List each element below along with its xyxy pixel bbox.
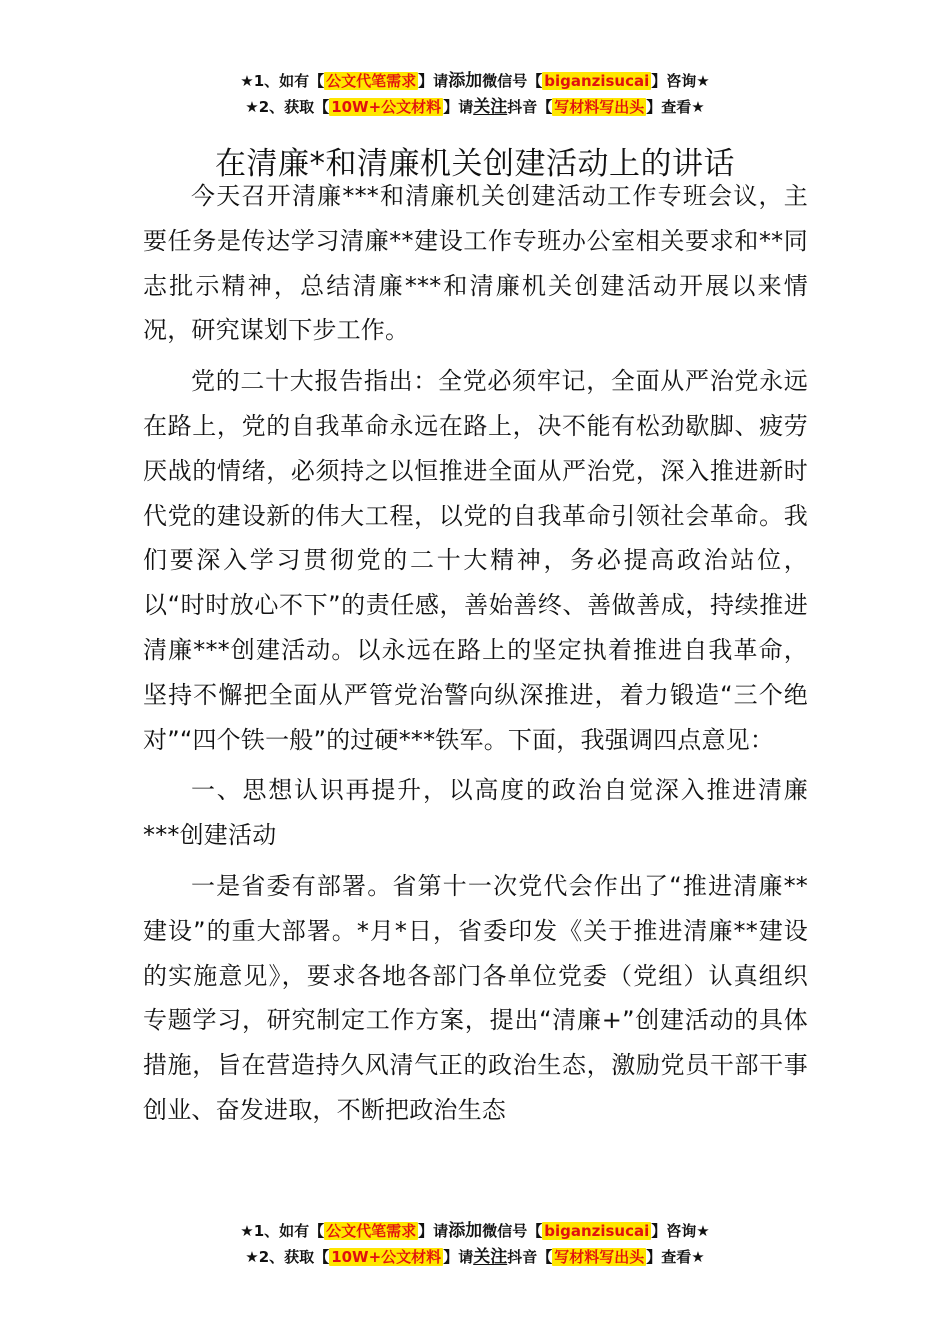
highlight-tag: 写材料写出头 <box>554 1248 645 1266</box>
emphasis-text: 关注 <box>473 1247 508 1267</box>
banner-text: 抖音【 <box>507 98 553 116</box>
banner-line-1 <box>0 68 950 94</box>
highlight-tag: 写材料写出头 <box>554 98 645 116</box>
paragraph-report: 党的二十大报告指出：全党必须牢记，全面从严治党永远在路上，党的自我革命永远在路上，决不能有松劲歇脚、疲劳厌战的情绪，必须持之以恒推进全面从严治党，深入推进新时代党的建设新的伟大工程，以党的自我革命引领社会革命。我们要深入学习贯彻党的二十大精神，务必提高政治站位，以“时时放心不下”的责任感，善始善终、善做善成，持续推进清廉***创建活动。以永远在路上的坚定执着推进自我革命，坚持不懈把全面从严管党治警向纵深推进，着力锻造“三个绝对”“四个铁一般”的过硬***铁军。下面，我强调四点意见： <box>143 367 808 754</box>
banner-text: 】请 <box>418 72 449 90</box>
emphasis-text: 添加 <box>448 1221 483 1241</box>
section-heading-1: 一、思想认识再提升，以高度的政治自觉深入推进清廉***创建活动 <box>143 776 808 850</box>
paragraph-deployment: 一是省委有部署。省第十一次党代会作出了“推进清廉**建设”的重大部署。*月*日，省委印发《关于推进清廉**建设的实施意见》，要求各地各部门各单位党委（党组）认真组织专题学习，研究制定工作方案，提出“清廉+”创建活动的具体措施，旨在营造持久风清气正的政治生态，激励党员干部干事创业、奋发进取，不断把政治生态 <box>143 871 808 1124</box>
highlight-tag: 公文代笔需求 <box>326 72 417 90</box>
document-title: 在清廉*和清廉机关创建活动上的讲话 <box>215 145 735 182</box>
banner-text: ★2、获取【 <box>245 1248 330 1266</box>
banner-text: 微信号【 <box>482 72 543 90</box>
banner-line-2 <box>0 1244 950 1270</box>
banner-text: ★1、如有【 <box>240 1222 325 1240</box>
banner-text: 】咨询★ <box>651 1222 710 1240</box>
document-body <box>143 174 808 1139</box>
banner-line-1 <box>0 1218 950 1244</box>
highlight-tag: biganzisucai <box>544 72 650 90</box>
header-banner <box>0 68 950 120</box>
paragraph-intro: 今天召开清廉***和清廉机关创建活动工作专班会议，主要任务是传达学习清廉**建设工作专班办公室相关要求和**同志批示精神，总结清廉***和清廉机关创建活动开展以来情况，研究谋划下步工作。 <box>143 182 808 345</box>
highlight-tag: 10W+公文材料 <box>331 1248 442 1266</box>
banner-text: 】查看★ <box>646 98 705 116</box>
banner-text: ★2、获取【 <box>245 98 330 116</box>
banner-text: 】咨询★ <box>651 72 710 90</box>
banner-text: 】请 <box>443 98 474 116</box>
banner-text: 】查看★ <box>646 1248 705 1266</box>
emphasis-text: 关注 <box>473 97 508 117</box>
emphasis-text: 添加 <box>448 71 483 91</box>
banner-line-2 <box>0 94 950 120</box>
banner-text: 抖音【 <box>507 1248 553 1266</box>
banner-text: 】请 <box>418 1222 449 1240</box>
footer-banner <box>0 1218 950 1270</box>
banner-text: ★1、如有【 <box>240 72 325 90</box>
highlight-tag: 10W+公文材料 <box>331 98 442 116</box>
highlight-tag: 公文代笔需求 <box>326 1222 417 1240</box>
banner-text: 】请 <box>443 1248 474 1266</box>
highlight-tag: biganzisucai <box>544 1222 650 1240</box>
banner-text: 微信号【 <box>482 1222 543 1240</box>
